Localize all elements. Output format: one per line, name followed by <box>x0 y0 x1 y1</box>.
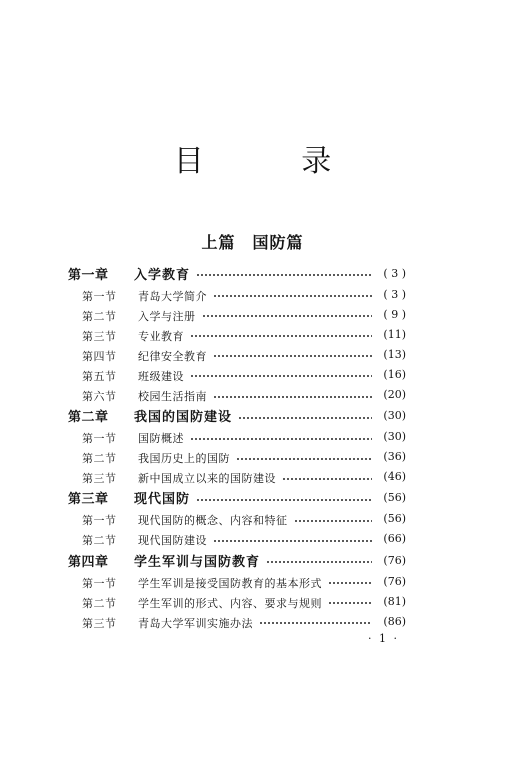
toc-entry-label <box>68 427 184 446</box>
toc-entry-page: (16) <box>383 367 406 381</box>
toc-entry-label <box>68 406 232 425</box>
toc-entry-label <box>68 325 184 344</box>
toc-entry-label <box>68 551 260 570</box>
dot-leader <box>236 458 372 460</box>
part-heading: 上篇 国防篇 <box>201 233 304 252</box>
toc-section-row <box>68 364 406 384</box>
toc-entry-label <box>68 488 190 507</box>
toc-entry-title: 校园生活指南 <box>138 390 207 404</box>
toc-entry-label <box>68 509 288 528</box>
dot-leader <box>190 335 372 337</box>
toc-entry-number: 第二节 <box>82 596 117 610</box>
toc-entry-title: 学生军训的形式、内容、要求与规则 <box>138 596 322 610</box>
dot-leader <box>259 622 372 624</box>
toc-entry-page: (76) <box>383 553 406 567</box>
dot-leader <box>328 582 372 584</box>
toc-entry-title: 我国的国防建设 <box>134 410 233 426</box>
toc-entry-page: ( 3 ) <box>383 266 406 280</box>
dot-leader <box>213 396 372 398</box>
toc-entry-number: 第四章 <box>68 554 109 570</box>
toc-entry-number: 第五节 <box>82 369 117 383</box>
toc-entry-title: 新中国成立以来的国防建设 <box>138 472 276 486</box>
toc-entry-title: 学生军训与国防教育 <box>134 554 261 570</box>
toc-entry-number: 第三节 <box>82 329 117 343</box>
toc-entry-title: 国防概述 <box>138 432 184 446</box>
dot-leader <box>294 520 373 522</box>
toc-entry-label <box>68 612 253 631</box>
toc-entry-number: 第三章 <box>68 492 109 508</box>
toc-entry-page: (11) <box>383 327 406 341</box>
toc-section-row <box>68 467 406 487</box>
toc-section-row <box>68 591 406 611</box>
toc-entry-title: 现代国防 <box>134 492 191 508</box>
toc-entry-page: (66) <box>383 532 406 546</box>
toc-entry-number: 第六节 <box>82 390 117 404</box>
toc-entry-title: 入学与注册 <box>138 309 196 323</box>
toc-entry-title: 学生军训是接受国防教育的基本形式 <box>138 576 322 590</box>
dot-leader <box>213 540 372 542</box>
toc-entry-title: 我国历史上的国防 <box>138 452 230 466</box>
dot-leader <box>238 417 372 419</box>
page-number: · 1 · <box>368 632 399 645</box>
toc-entry-label <box>68 572 322 591</box>
toc-entry-page: (13) <box>383 347 406 361</box>
toc-entry-number: 第一节 <box>82 289 117 303</box>
toc-section-row <box>68 447 406 467</box>
toc-chapter-row <box>68 549 406 571</box>
dot-leader <box>196 274 372 276</box>
toc-entry-number: 第一节 <box>82 514 117 528</box>
toc-entry-number: 第二节 <box>82 309 117 323</box>
toc-section-row <box>68 427 406 447</box>
toc-entry-page: (36) <box>383 450 406 464</box>
dot-leader <box>282 478 372 480</box>
toc-entry-page: (46) <box>383 470 406 484</box>
toc-entry-number: 第二节 <box>82 534 117 548</box>
toc-entry-label <box>68 365 184 384</box>
toc-entry-number: 第四节 <box>82 349 117 363</box>
toc-section-row <box>68 304 406 324</box>
toc-entry-page: (30) <box>383 430 406 444</box>
dot-leader <box>328 602 372 604</box>
toc-section-row <box>68 509 406 529</box>
dot-leader <box>213 355 372 357</box>
toc-entry-title: 青岛大学简介 <box>138 289 207 303</box>
dot-leader <box>196 499 372 501</box>
table-of-contents <box>68 262 406 631</box>
dot-leader <box>202 315 373 317</box>
toc-entry-title: 入学教育 <box>134 267 191 283</box>
toc-entry-label <box>68 305 196 324</box>
toc-entry-title: 专业教育 <box>138 329 184 343</box>
toc-entry-page: (76) <box>383 574 406 588</box>
toc-entry-page: ( 9 ) <box>383 307 406 321</box>
toc-section-row <box>68 324 406 344</box>
toc-entry-title: 班级建设 <box>138 369 184 383</box>
toc-entry-label <box>68 467 276 486</box>
dot-leader <box>266 561 372 563</box>
toc-entry-label <box>68 592 322 611</box>
toc-entry-label <box>68 285 207 304</box>
toc-entry-label <box>68 447 230 466</box>
dot-leader <box>213 295 372 297</box>
toc-section-row <box>68 284 406 304</box>
dot-leader <box>190 375 372 377</box>
toc-entry-number: 第二章 <box>68 410 109 426</box>
toc-entry-title: 现代国防的概念、内容和特征 <box>138 514 288 528</box>
toc-entry-page: (56) <box>383 512 406 526</box>
toc-entry-title: 现代国防建设 <box>138 534 207 548</box>
toc-chapter-row <box>68 405 406 427</box>
toc-entry-page: (30) <box>383 409 406 423</box>
toc-entry-page: (86) <box>383 614 406 628</box>
toc-entry-page: (81) <box>383 594 406 608</box>
toc-entry-number: 第三节 <box>82 616 117 630</box>
toc-section-row <box>68 344 406 364</box>
toc-entry-label <box>68 264 190 283</box>
toc-entry-label <box>68 345 207 364</box>
toc-entry-number: 第三节 <box>82 472 117 486</box>
toc-entry-page: (56) <box>383 491 406 505</box>
toc-entry-number: 第一节 <box>82 432 117 446</box>
toc-entry-number: 第一章 <box>68 267 109 283</box>
toc-entry-number: 第二节 <box>82 452 117 466</box>
toc-entry-number: 第一节 <box>82 576 117 590</box>
toc-entry-label <box>68 385 207 404</box>
dot-leader <box>190 438 372 440</box>
toc-chapter-row <box>68 487 406 509</box>
toc-entry-page: ( 3 ) <box>383 287 406 301</box>
toc-section-row <box>68 529 406 549</box>
toc-section-row <box>68 571 406 591</box>
toc-entry-title: 纪律安全教育 <box>138 349 207 363</box>
toc-section-row <box>68 384 406 404</box>
toc-chapter-row <box>68 262 406 284</box>
toc-entry-label <box>68 529 207 548</box>
toc-heading: 目 录 <box>173 144 376 179</box>
toc-entry-page: (20) <box>383 388 406 402</box>
toc-entry-title: 青岛大学军训实施办法 <box>138 616 253 630</box>
toc-section-row <box>68 611 406 631</box>
